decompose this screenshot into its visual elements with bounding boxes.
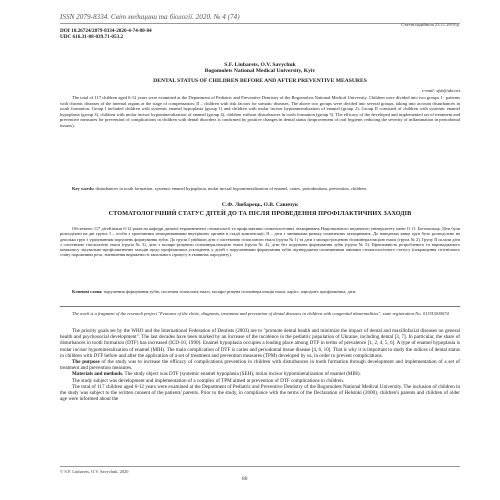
paragraph-text: The study object was DTF (systemic enamel hypoplasia (SEH), molar incisor hypomineralization of enamel (MIH).	[123, 371, 361, 378]
journal-line: ISSN 2079-8334. Світ медицини та біології. 2020. № 4 (74)	[60, 13, 460, 24]
page-header	[0, 0, 500, 40]
keywords-en	[60, 186, 460, 192]
keywords-text-ua: порушення формування зубів, системна гіпоплазія емалі, моляро-різцева гіпомінералізація емалі, карієс, пародонт, профілактика, діти.	[102, 289, 357, 294]
paragraph-label: Materials and methods.	[72, 371, 124, 378]
body-text	[60, 328, 460, 402]
funding-note: The work is a fragment of the research project "Features of the clinic, diagnosis, treatment and prevention of dental diseases in children with congenital abnormalities", state registration No. 0115U000074.	[72, 311, 450, 316]
identifiers	[60, 28, 152, 40]
keywords-ua	[60, 289, 460, 294]
page-number: 80	[242, 476, 248, 482]
paragraph	[60, 359, 460, 371]
email: e-mail: sfsb@ukr.net	[421, 88, 460, 93]
section-divider	[60, 306, 460, 307]
title-en: DENTAL STATUS OF CHILDREN BEFORE AND AFTER PREVENTIVE MEASURES	[153, 78, 367, 84]
footer-divider	[60, 466, 460, 467]
affiliation-en: Bogomolets National Medical University, Kyiv	[204, 68, 316, 74]
keywords-text-en: disturbances in tooth formation, systemic enamel hypoplasia, molar incisal hypomineralization of enamel, caries, periodontium, prevention, children.	[94, 186, 367, 191]
paragraph-text: of the study was to increase the efficacy of complications prevention in children with disturbances in tooth formation through development and implementation of a set of treatment and prevention measures.	[60, 359, 460, 372]
paragraph: The priority goals set by the WHO and the International Federation of Dentists (2003) are to "promote dental health and minimize the impact of dental and maxillofacial diseases on general health and psychosocial development". The last decades have been marked by an increase of the incidence in the pediatric population of Ukraine, including dental [3, 7]. In particular, the share of disturbances in tooth formation (DTF) has increased (ICD-10, 1990). Enamel hypoplasia occupies a leading place among DTF in terms of prevalence [1, 2, 4, 5, 6]. A type of enamel hypoplasia is molar incisor hypomineralization of enamel (MIH). The main complication of DTF is caries and periodontal tissue disease [4, 6, 10]. That is why it is important to study the indices of dental status in children with DTF before and after the application of a set of treatment and prevention measures (TPM) developed by us, in order to prevent complications.	[60, 328, 460, 359]
authors-ua: С.Ф. Любарець, О.В. Савичук	[221, 202, 299, 208]
udc: UDC 616.31-08-039.71-053.2	[60, 34, 124, 41]
copyright: © S.F. Liubarets, O.V. Savychuk, 2020	[60, 469, 129, 474]
abstract-en: The total of 117 children aged 6-12 years were examined at the Department of Pediatric and Preventive Dentistry of the Bogomolets National Medical University. Children were divided into two groups I - patients with chronic diseases of the internal organs at the stage of compensation; II – children with risk factors for somatic diseases. The above two groups were divided into several groups, taking into account disturbances in tooth formation. Group I included children with systemic enamel hypoplasia (group 1) and children with molar incisor hypomineralization of enamel (group 2). Group II consisted of children with systemic enamel hypoplasia (group 3), children with molar incisor hypomineralization of enamel (group 4), children without disturbances in tooth formation (group 5). The efficacy of the developed and implemented set of treatment and preventive measures for prevention of complications in children with dental disorders is confirmed by positive changes in dental status (improvement of oral hygiene, reducing the severity of inflammation in periodontal tissues).	[60, 95, 460, 128]
authors-en: S.F. Liubarets, O.V. Savychuk	[224, 62, 296, 68]
abstract-ua: Обстежено 117 дітей віком 6-12 років на кафедрі дитячої терапевтичної стоматології та профілактики стоматологічних захворювань Національного медичного університету імені О. О. Богомольця. Діти були розподілені на дві групи: І – особи з хронічними захворюваннями внутрішніх органів в стадії компенсації; ІІ – діти з чинниками ризику соматичних захворювань. До наведених вище груп було розподілено на декілька груп з урахуванням порушень формування зубів. До групи І увійшли діти з системною гіпоплазією емалі (група № 1) та діти з моляро-різцевою гіпомінералізацією емалі (група № 2). Групу ІІ склали діти з системною гіпоплазією емалі (група № 3), діти з моляро-різцевою гіпомінералізацією емалі (група № 4), діти без порушень формування зубів (група № 5). Ефективність розробленого та впровадженого комплексу лікувально-профілактичних заходів щодо профілактики ускладнень у дітей з порушеннями формування зубів підтверджена позитивними змінами стоматологічного статусу (покращення гігієнічного стану порожнини рота, зменшення вираженості запального процесу в тканинах пародонту).	[60, 226, 460, 258]
doi: DOI 10.26724/2079-8334-2020-4-74-80-84	[60, 28, 152, 34]
paragraph: The total of 117 children aged 6-12 years were examined at the Department of Pediatric and Preventive Dentistry of the Bogomolets National Medical University. The inclusion of children in the study was subject to the written consent of the patients' parents. Prior to the study, in compliance with the terms of the Declaration of Helsinki (2000), children's parents and children of older age were informed about the	[60, 383, 460, 403]
paragraph-label: The purpose	[72, 359, 100, 366]
title-ua: СТОМАТОЛОГІЧНИЙ СТАТУС ДІТЕЙ ДО ТА ПІСЛЯ ПРОВЕДЕННЯ ПРОФІЛАКТИЧНИХ ЗАХОДІВ	[108, 210, 412, 217]
keywords-label-en: Key words:	[72, 186, 95, 191]
paragraph: The study subject was development and implementation of a complex of TPM aimed at prevention of DTF complications in children.	[72, 377, 345, 384]
keywords-label-ua: Ключові слова:	[72, 289, 103, 294]
received-date: Стаття надійшла 23.11.2019 р.	[401, 22, 460, 27]
